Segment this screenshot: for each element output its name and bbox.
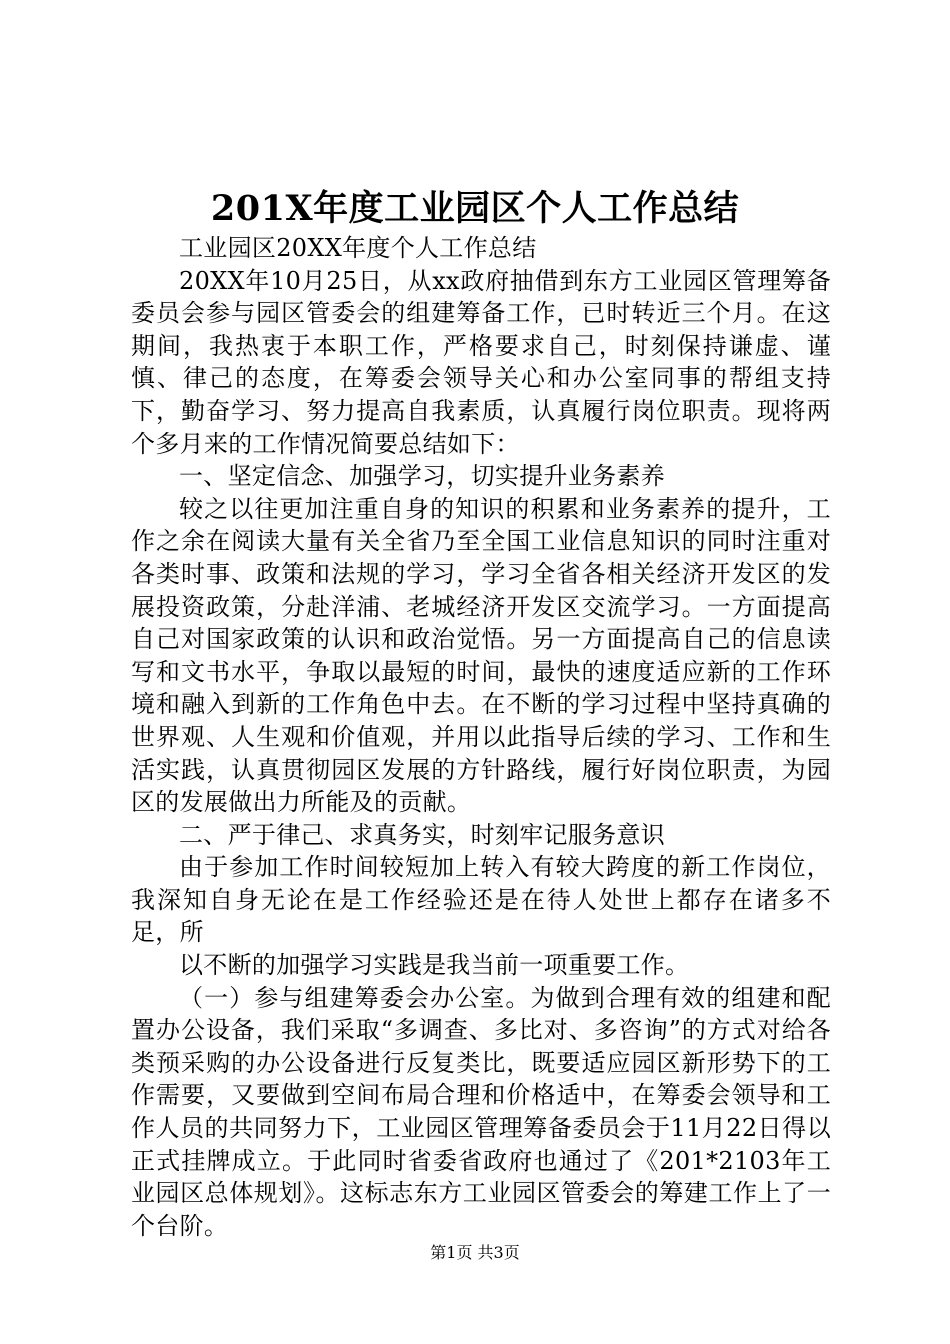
paragraph-section-2-continued: 以不断的加强学习实践是我当前一项重要工作。 [179,951,690,980]
document-body [131,232,831,1242]
page-number-footer: 第1页 共3页 [430,1243,520,1262]
paragraph-section-2: 由于参加工作时间较短加上转入有较大跨度的新工作岗位，我深知自身无论在是工作经验还是在待人处世上都存在诸多不足，所 [131,853,831,947]
paragraph-section-1: 较之以往更加注重自身的知识的积累和业务素养的提升，工作之余在阅读大量有关全省乃至全国工业信息知识的同时注重对各类时事、政策和法规的学习，学习全省各相关经济开发区的发展投资政策，分赴洋浦、老城经济开发区交流学习。一方面提高自己对国家政策的认识和政治觉悟。另一方面提高自己的信息读写和文书水平，争取以最短的时间，最快的速度适应新的工作环境和融入到新的工作角色中去。在不断的学习过程中坚持真确的世界观、人生观和价值观，并用以此指导后续的学习、工作和生活实践，认真贯彻园区发展的方针路线，履行好岗位职责，为园区的发展做出力所能及的贡献。 [131,494,831,817]
section-heading-2: 二、严于律己、求真务实，时刻牢记服务意识 [179,820,665,849]
paragraph-subsection-1: （一）参与组建筹委会办公室。为做到合理有效的组建和配置办公设备，我们采取“多调查、多比对、多咨询”的方式对给各类预采购的办公设备进行反复类比，既要适应园区新形势下的工作需要，又要做到空间布局合理和价格适中，在筹委会领导和工作人员的共同努力下，工业园区管理筹备委员会于11月22日得以正式挂牌成立。于此同时省委省政府也通过了《201*2103年工业园区总体规划》。这标志东方工业园区管委会的筹建工作上了一个台阶。 [131,983,831,1240]
document-title: 201X年度工业园区个人工作总结 [210,188,740,229]
paragraph-subtitle: 工业园区20XX年度个人工作总结 [179,234,537,262]
section-heading-1: 一、坚定信念、加强学习，切实提升业务素养 [179,462,665,491]
paragraph-intro: 20XX年10月25日，从xx政府抽借到东方工业园区管理筹备委员会参与园区管委会的组建筹备工作，已时转近三个月。在这期间，我热衷于本职工作，严格要求自己，时刻保持谦虚、谨慎、律己的态度，在筹委会领导关心和办公室同事的帮组支持下，勤奋学习、努力提高自我素质，认真履行岗位职责。现将两个多月来的工作情况简要总结如下： [131,266,831,458]
